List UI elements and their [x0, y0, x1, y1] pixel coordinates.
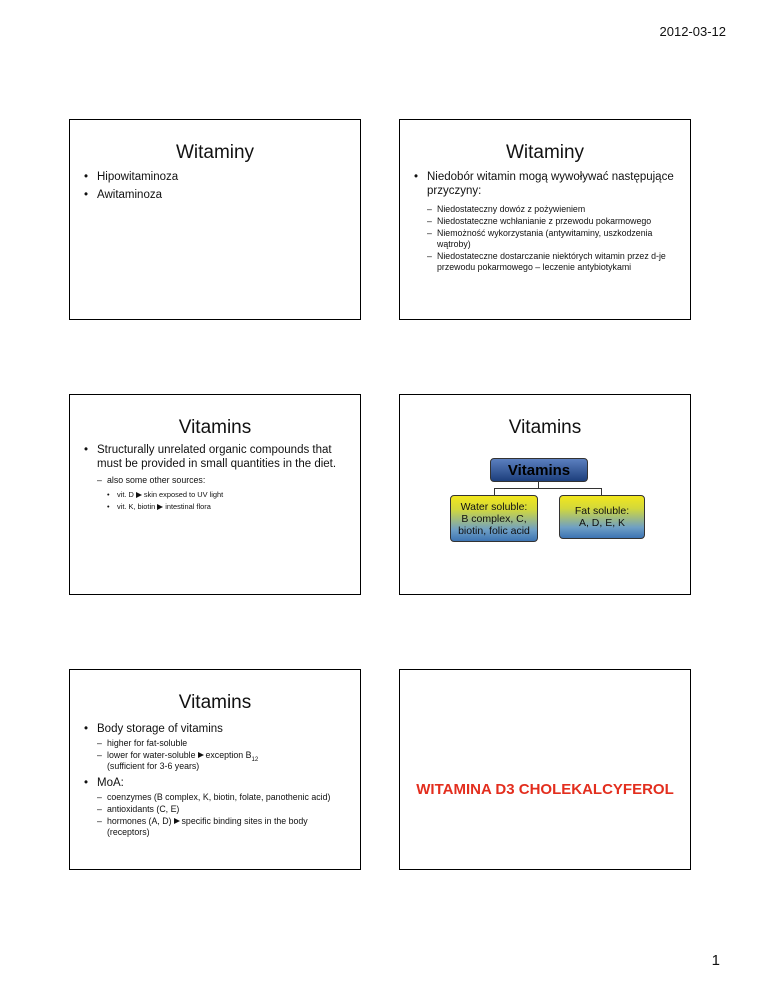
item-source: skin exposed to UV light	[143, 490, 224, 499]
slide-title: Witaminy	[175, 142, 255, 163]
item-subject: vit. D	[117, 490, 134, 499]
connector-line	[494, 488, 495, 495]
connector-line	[494, 488, 602, 489]
sub-bullet-text: lower for water-soluble	[107, 750, 196, 760]
bullet-list	[414, 170, 676, 273]
slide-6	[399, 669, 691, 870]
bullet-list	[84, 722, 346, 838]
item-subject: vit. K, biotin	[117, 502, 156, 511]
sub-bullet-item: – Niedostateczne wchłanianie z przewodu pokarmowego	[427, 216, 676, 227]
sub-bullet-item	[97, 816, 346, 838]
sub-bullet-list	[97, 738, 346, 772]
sub-bullet-text: exception B	[205, 750, 252, 760]
sub-bullet-text: (sufficient for 3-6 years)	[107, 761, 200, 771]
connector-line	[601, 488, 602, 495]
node-line: B complex, C,	[461, 512, 527, 525]
slide-title: Vitamins	[508, 417, 582, 438]
bullet-item	[84, 443, 346, 512]
water-soluble-node	[450, 495, 538, 542]
sub-bullet-item	[97, 475, 346, 512]
sub-sub-item	[107, 489, 346, 500]
arrow-right-icon	[136, 492, 142, 498]
bullet-text: Structurally unrelated organic compounds that must be provided in small quantities in the diet.	[97, 444, 337, 470]
slide-2	[399, 119, 691, 320]
slide-1	[69, 119, 361, 320]
node-line: A, D, E, K	[578, 517, 626, 529]
sub-bullet-item: – higher for fat-soluble	[97, 738, 346, 749]
sub-bullet-text: hormones (A, D)	[107, 816, 172, 826]
fat-soluble-node	[559, 495, 645, 539]
sub-bullet-list	[427, 204, 676, 273]
page-date: 2012-03-12	[659, 24, 726, 39]
item-source: intestinal flora	[165, 502, 211, 511]
sub-bullet-item: – Niemożność wykorzystania (antywitaminy, uszkodzenia wątroby)	[427, 228, 676, 250]
sub-bullet-item: – coenzymes (B complex, K, biotin, folate, panothenic acid)	[97, 792, 346, 803]
arrow-right-icon	[157, 504, 163, 510]
diagram-root-node: Vitamins	[490, 458, 588, 482]
node-line: Fat soluble:	[574, 505, 630, 517]
bullet-text: Niedobór witamin mogą wywoływać następujące przyczyny:	[427, 171, 674, 197]
bullet-list	[84, 443, 346, 512]
bullet-text: MoA:	[97, 777, 124, 789]
bullet-item	[84, 722, 346, 772]
page-number: 1	[711, 952, 720, 969]
sub-bullet-text: specific binding sites in the body (receptors)	[107, 816, 308, 837]
bullet-text: Body storage of vitamins	[97, 723, 223, 735]
arrow-right-icon	[174, 818, 180, 824]
bullet-item: • Awitaminoza	[84, 188, 346, 202]
node-line: Water soluble:	[460, 500, 528, 513]
slide-title: Witaminy	[505, 142, 585, 163]
arrow-right-icon	[198, 752, 204, 758]
slide-heading: WITAMINA D3 CHOLEKALCYFEROL	[416, 781, 674, 798]
sub-bullet-list	[97, 475, 346, 512]
sub-bullet-list	[97, 792, 346, 838]
sub-bullet-item: – antioxidants (C, E)	[97, 804, 346, 815]
vitamins-diagram	[400, 395, 692, 596]
sub-bullet-item: – Niedostateczny dowóz z pożywieniem	[427, 204, 676, 215]
sub-bullet-item: – Niedostateczne dostarczanie niektórych witamin przez d-je przewodu pokarmowego – leczenie antybiotykami	[427, 251, 676, 273]
sub-sub-item	[107, 501, 346, 512]
bullet-item	[414, 170, 676, 273]
bullet-item: • Hipowitaminoza	[84, 170, 346, 184]
slide-title: Vitamins	[178, 417, 252, 438]
node-line: biotin, folic acid	[458, 524, 530, 537]
slide-4	[399, 394, 691, 595]
slide-5	[69, 669, 361, 870]
subscript: 12	[251, 756, 259, 763]
slide-title: Vitamins	[178, 692, 252, 713]
sub-bullet-item	[97, 750, 346, 772]
bullet-list	[84, 170, 346, 202]
bullet-item	[84, 776, 346, 838]
sub-bullet-text: also some other sources:	[107, 475, 206, 485]
sub-sub-list	[107, 489, 346, 512]
slide-3	[69, 394, 361, 595]
